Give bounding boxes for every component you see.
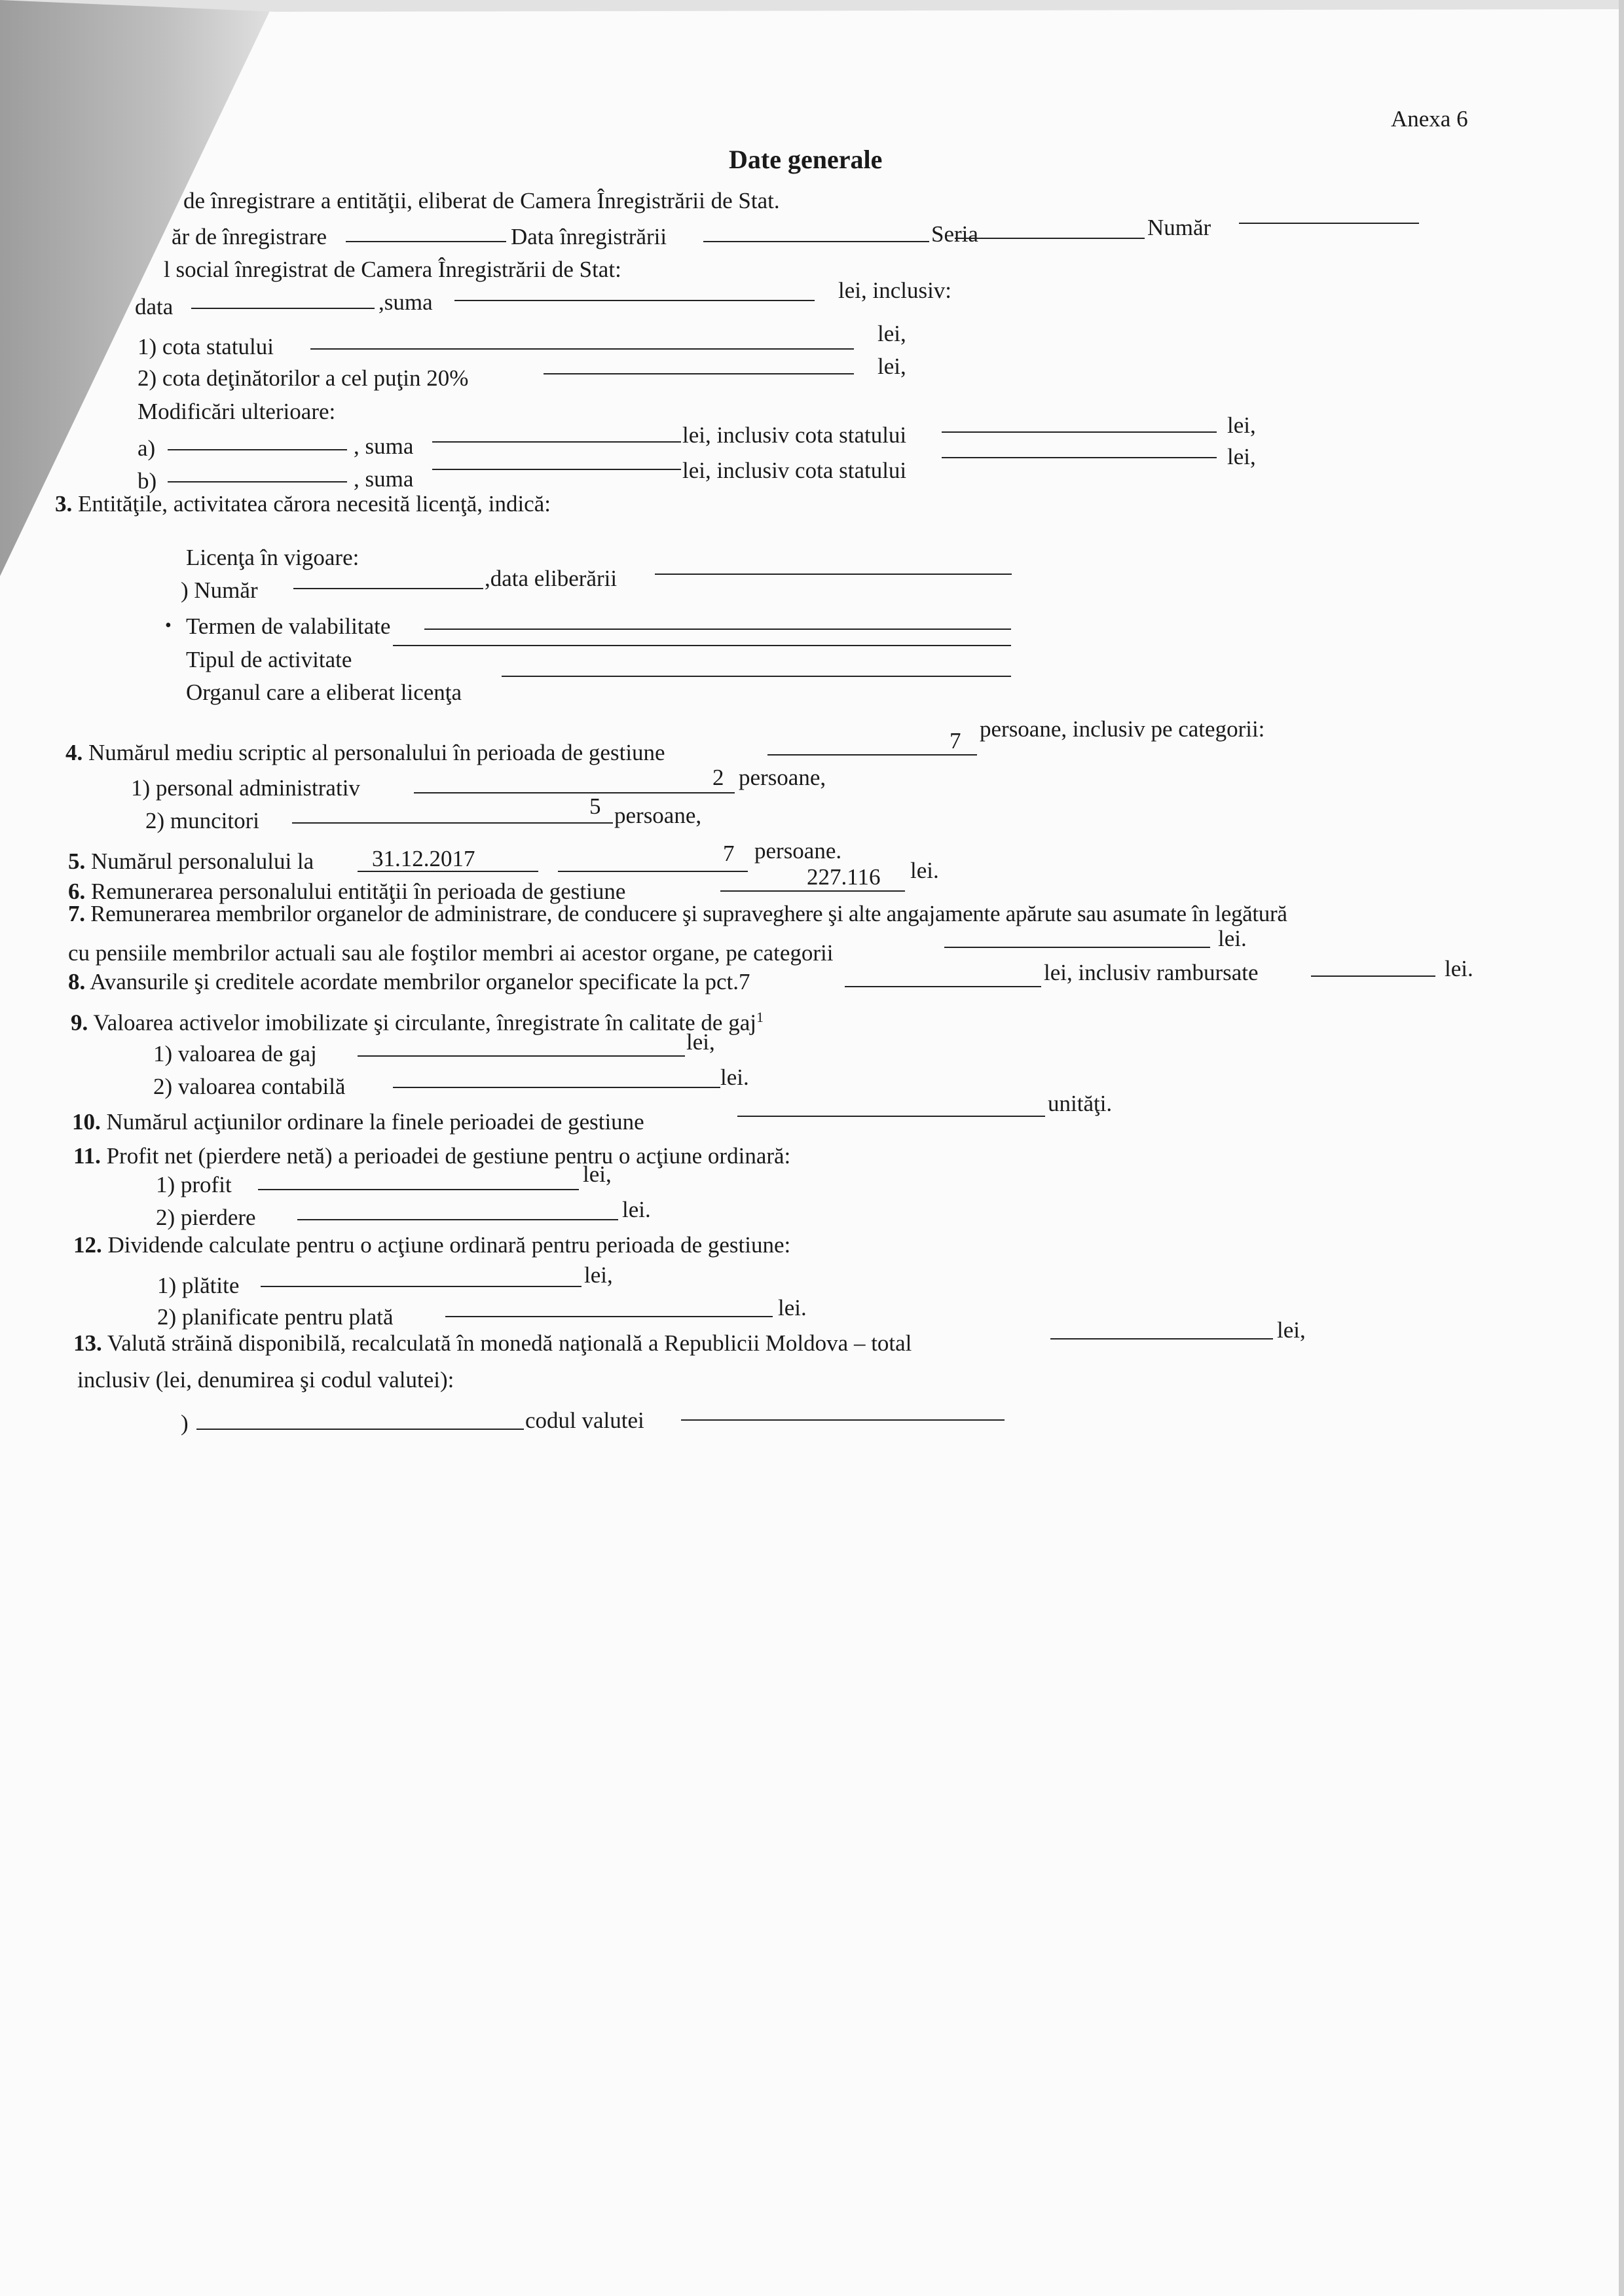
modification-a-lei: lei, bbox=[1227, 412, 1256, 438]
license-in-force-label: Licenţa în vigoare: bbox=[186, 545, 360, 570]
profit-line bbox=[258, 1189, 579, 1190]
series-line bbox=[955, 238, 1145, 239]
modification-b-state-label: lei, inclusiv cota statului bbox=[682, 458, 907, 483]
holders-share-label: 2) cota deţinătorilor a cel puţin 20% bbox=[138, 365, 469, 391]
license-number-label: ) Număr bbox=[181, 577, 258, 603]
modification-a-sum-line bbox=[432, 441, 681, 443]
modification-b-label: b) bbox=[138, 468, 157, 494]
modification-a-date-line bbox=[168, 449, 347, 450]
admin-staff-label: 1) personal administrativ bbox=[131, 775, 360, 801]
annex-label: Anexa 6 bbox=[1391, 106, 1468, 132]
license-validity-label: Termen de valabilitate bbox=[186, 613, 391, 639]
capital-sum-label: ,suma bbox=[378, 289, 433, 315]
admin-staff-value: 2 bbox=[712, 765, 724, 790]
license-issuer-label: Organul care a eliberat licenţa bbox=[186, 680, 462, 705]
section-8-number: 8. bbox=[68, 969, 86, 994]
license-validity-line bbox=[424, 629, 1011, 630]
modification-b-date-line bbox=[168, 481, 347, 483]
remuneration-value: 227.116 bbox=[807, 864, 881, 890]
modifications-label: Modificări ulterioare: bbox=[138, 399, 336, 424]
foreign-currency-total-suffix: lei, bbox=[1277, 1317, 1306, 1343]
bullet-icon: • bbox=[165, 615, 172, 636]
holders-share-line bbox=[544, 373, 854, 374]
capital-lei-inclusiv: lei, inclusiv: bbox=[838, 278, 952, 303]
currency-paren: ) bbox=[181, 1410, 189, 1436]
management-remuneration-suffix: lei. bbox=[1218, 926, 1247, 951]
section-13-number: 13. bbox=[73, 1330, 102, 1356]
section-7-line1: Remunerarea membrilor organelor de administrare, de conducere şi supraveghere şi alte angajamente apărute sau asumate în legătură bbox=[90, 901, 1287, 926]
currency-code-label: codul valutei bbox=[525, 1408, 644, 1433]
staff-count-value: 7 bbox=[723, 841, 735, 866]
section-5-text: Numărul personalului la bbox=[91, 848, 314, 874]
section-4-text: Numărul mediu scriptic al personalului în perioada de gestiune bbox=[88, 740, 665, 765]
section-10-number: 10. bbox=[72, 1109, 101, 1135]
workers-label: 2) muncitori bbox=[145, 808, 259, 833]
section-3-text: Entităţile, activitatea cărora necesită licenţă, indică: bbox=[78, 491, 551, 517]
section-7-line2: cu pensiile membrilor actuali sau ale foştilor membri ai acestor organe, pe categorii bbox=[68, 940, 834, 966]
management-remuneration-line bbox=[944, 947, 1210, 948]
right-page-edge bbox=[1619, 0, 1624, 2296]
license-issue-date-line bbox=[655, 574, 1012, 575]
planned-line bbox=[445, 1316, 773, 1317]
section-8-text: Avansurile şi creditele acordate membrilor organelor specificate la pct.7 bbox=[90, 969, 750, 994]
advances-line bbox=[845, 986, 1041, 987]
modification-b-state-line bbox=[942, 457, 1217, 458]
holders-share-lei: lei, bbox=[877, 354, 906, 379]
section-13-line2: inclusiv (lei, denumirea şi codul valutei): bbox=[77, 1367, 454, 1393]
shares-count-line bbox=[737, 1116, 1045, 1117]
shares-count-suffix: unităţi. bbox=[1048, 1091, 1113, 1116]
registration-intro: de înregistrare a entităţii, eliberat de Camera Înregistrării de Stat. bbox=[183, 188, 780, 213]
registration-number-line bbox=[346, 241, 506, 242]
paid-suffix: lei, bbox=[584, 1262, 613, 1288]
modification-a-sum-label: , suma bbox=[354, 433, 414, 459]
modification-b-lei: lei, bbox=[1227, 444, 1256, 469]
registration-date-label: Data înregistrării bbox=[511, 224, 667, 249]
registration-date-line bbox=[703, 241, 929, 242]
license-issuer-line bbox=[502, 676, 1011, 677]
registration-number-label: ăr de înregistrare bbox=[172, 224, 327, 249]
section-10-text: Numărul acţiunilor ordinare la finele perioadei de gestiune bbox=[106, 1109, 644, 1135]
staff-count-line bbox=[558, 871, 748, 872]
number-line bbox=[1239, 223, 1419, 224]
planned-label: 2) planificate pentru plată bbox=[157, 1304, 394, 1330]
section-9-text: Valoarea activelor imobilizate şi circulante, înregistrate în calitate de gaj bbox=[93, 1010, 756, 1036]
section-5-number: 5. bbox=[68, 848, 86, 874]
modification-a-label: a) bbox=[138, 435, 156, 461]
state-share-label: 1) cota statului bbox=[138, 334, 274, 359]
section-3-number: 3. bbox=[55, 491, 73, 517]
section-4-number: 4. bbox=[65, 740, 83, 765]
loss-suffix: lei. bbox=[622, 1197, 651, 1222]
section-13-text: Valută străină disponibilă, recalculată în monedă naţională a Republicii Moldova – total bbox=[107, 1330, 912, 1356]
section-11-number: 11. bbox=[73, 1143, 101, 1169]
series-label: Seria bbox=[931, 221, 978, 247]
section-11-text: Profit net (pierdere netă) a perioadei de gestiune pentru o acţiune ordinară: bbox=[106, 1143, 791, 1169]
section-12-text: Dividende calculate pentru o acţiune ordinară pentru perioada de gestiune: bbox=[107, 1232, 791, 1258]
pledge-value-line bbox=[358, 1055, 685, 1057]
currency-code-line bbox=[681, 1419, 1005, 1421]
activity-type-label: Tipul de activitate bbox=[186, 647, 352, 672]
loss-label: 2) pierdere bbox=[156, 1205, 256, 1230]
avg-staff-line bbox=[767, 754, 977, 756]
admin-staff-line bbox=[414, 792, 735, 793]
pledge-value-label: 1) valoarea de gaj bbox=[153, 1041, 317, 1066]
state-share-lei: lei, bbox=[877, 321, 906, 346]
state-share-line bbox=[310, 348, 854, 350]
book-value-suffix: lei. bbox=[720, 1065, 749, 1090]
avg-staff-suffix: persoane, inclusiv pe categorii: bbox=[980, 716, 1265, 742]
reimbursed-line bbox=[1311, 975, 1435, 977]
admin-staff-suffix: persoane, bbox=[739, 765, 826, 790]
profit-label: 1) profit bbox=[156, 1172, 232, 1197]
book-value-label: 2) valoarea contabilă bbox=[153, 1074, 346, 1099]
workers-line bbox=[292, 822, 613, 824]
license-number-line bbox=[293, 588, 483, 589]
pledge-value-suffix: lei, bbox=[686, 1029, 715, 1055]
paid-line bbox=[261, 1286, 581, 1287]
loss-line bbox=[297, 1219, 618, 1220]
currency-amount-line bbox=[196, 1429, 524, 1430]
profit-suffix: lei, bbox=[583, 1161, 612, 1187]
planned-suffix: lei. bbox=[778, 1295, 807, 1321]
activity-type-line bbox=[393, 645, 1011, 646]
capital-sum-line bbox=[454, 300, 815, 301]
section-7-number: 7. bbox=[68, 901, 85, 926]
section-6-number: 6. bbox=[68, 879, 86, 904]
footnote-marker: 1 bbox=[756, 1009, 764, 1025]
page-title: Date generale bbox=[729, 145, 883, 174]
workers-value: 5 bbox=[589, 793, 601, 819]
workers-suffix: persoane, bbox=[614, 803, 702, 828]
license-issue-date-label: ,data eliberării bbox=[485, 566, 618, 591]
capital-intro: l social înregistrat de Camera Înregistrării de Stat: bbox=[164, 257, 621, 282]
modification-b-sum-line bbox=[432, 469, 681, 470]
capital-date-label: data bbox=[135, 294, 174, 319]
modification-a-state-line bbox=[942, 431, 1217, 433]
book-value-line bbox=[393, 1087, 720, 1088]
section-9-number: 9. bbox=[71, 1010, 88, 1036]
section-12-number: 12. bbox=[73, 1232, 102, 1258]
modification-a-state-label: lei, inclusiv cota statului bbox=[682, 422, 907, 448]
reimbursed-suffix: lei. bbox=[1445, 956, 1473, 981]
staff-date-value: 31.12.2017 bbox=[372, 846, 475, 871]
number-label: Număr bbox=[1147, 215, 1211, 240]
modification-b-sum-label: , suma bbox=[354, 466, 414, 492]
remuneration-suffix: lei. bbox=[910, 858, 939, 883]
section-6-text: Remunerarea personalului entităţii în perioada de gestiune bbox=[91, 879, 626, 904]
foreign-currency-total-line bbox=[1050, 1338, 1273, 1339]
capital-date-line bbox=[191, 308, 375, 309]
paid-label: 1) plătite bbox=[157, 1273, 240, 1298]
avg-staff-value: 7 bbox=[950, 728, 961, 754]
staff-count-suffix: persoane. bbox=[754, 838, 842, 864]
advances-mid-label: lei, inclusiv rambursate bbox=[1044, 960, 1259, 985]
